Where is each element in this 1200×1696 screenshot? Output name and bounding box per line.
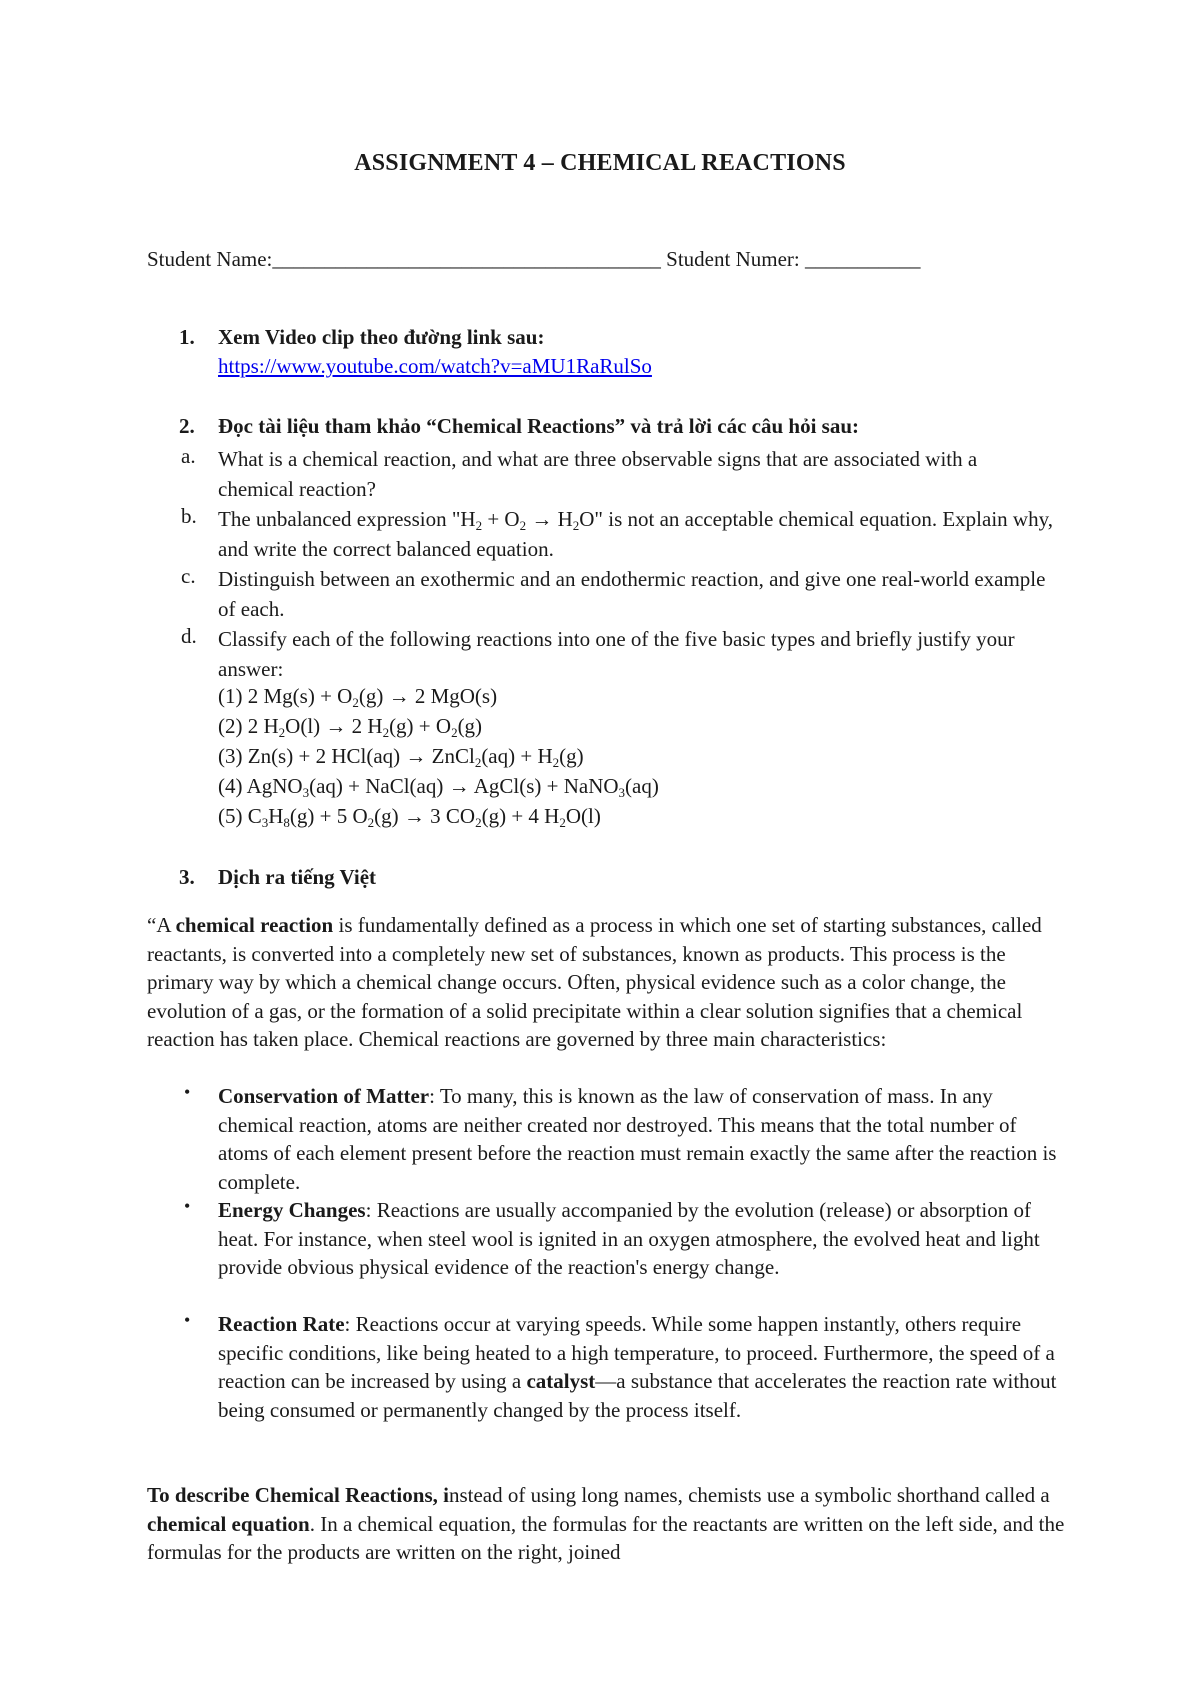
bullet-3-marker: • <box>184 1310 191 1330</box>
bullet-1-marker: • <box>184 1082 191 1102</box>
bullet-reaction-rate: Reaction Rate: Reactions occur at varying speeds. While some happen instantly, others require specific conditions, like being heated to a high temperature, to proceed. Furthermore, the speed of a reaction can be increased by using a catalyst—a substance that accelerates the reaction rate without being consumed or permanently changed by the process itself. <box>218 1312 1057 1422</box>
reaction-4: (4) AgNO$_3$(aq) + NaCl(aq) → AgCl(s) + NaNO$_3$(aq) <box>218 774 659 800</box>
video-link[interactable]: https://www.youtube.com/watch?v=aMU1RaRulSo <box>218 354 652 378</box>
student-number-label: Student Numer: <box>660 247 805 271</box>
question-d-text: Classify each of the following reactions into one of the five basic types and briefly justify your answer: <box>218 627 1015 681</box>
reaction-3: (3) Zn(s) + 2 HCl(aq) → ZnCl$_2$(aq) + $H_2(g)$ <box>218 744 584 770</box>
reaction-5: (5) $C_3H_8(g) + 5$ $O_2(g) \to 3$ $CO_2(g) + 4$ $H_2O(l)$ <box>218 804 601 830</box>
question-b-letter: b. <box>181 504 197 528</box>
bullet-conservation-of-matter: Conservation of Matter: To many, this is known as the law of conservation of mass. In any chemical reaction, atoms are neither created nor destroyed. This means that the total number of atoms of each element present before the reaction must remain exactly the same after the reaction is complete. <box>218 1084 1057 1194</box>
final-paragraph: To describe Chemical Reactions, instead of using long names, chemists use a symbolic shorthand called a chemical equation. In a chemical equation, the formulas for the reactants are written on the left side, and the formulas for the products are written on the right, joined <box>147 1483 1065 1564</box>
student-name-label: Student Name: <box>147 247 273 271</box>
bullet-energy-changes: Energy Changes: Reactions are usually accompanied by the evolution (release) or absorption of heat. For instance, when steel wool is ignited in an oxygen atmosphere, the evolved heat and light provide obvious physical evidence of the reaction's energy change. <box>218 1198 1040 1279</box>
section-1-number: 1. <box>179 325 195 349</box>
question-a-letter: a. <box>181 444 196 468</box>
section-3-number: 3. <box>179 865 195 889</box>
question-a-text: What is a chemical reaction, and what are three observable signs that are associated with a chemical reaction? <box>218 447 978 501</box>
bullet-2-marker: • <box>184 1196 191 1216</box>
section-2-number: 2. <box>179 414 195 438</box>
student-name-blank[interactable]: _____________________________________ <box>272 247 661 271</box>
section-3-heading: Dịch ra tiếng Việt <box>218 865 377 889</box>
question-c-letter: c. <box>181 564 196 588</box>
page-title: ASSIGNMENT 4 – CHEMICAL REACTIONS <box>354 150 846 176</box>
reaction-1: (1) 2 $Mg(s) + O_2(g) \to 2$ MgO(s) <box>218 684 498 710</box>
section-2-heading: Đọc tài liệu tham khảo “Chemical Reactions” và trả lời các câu hỏi sau: <box>218 414 860 438</box>
question-b-text: The unbalanced expression "$H_2 + O_2 \to H_2O$" is not an acceptable chemical equation. Explain why, and write the correct balanced equation. <box>218 507 1053 561</box>
student-number-blank[interactable]: ___________ <box>804 247 921 271</box>
section-1-heading: Xem Video clip theo đường link sau: <box>218 325 545 349</box>
question-d-letter: d. <box>181 624 197 648</box>
reaction-2: (2) 2 $H_2O(l) \to 2$ $H_2(g) + O_2(g)$ <box>218 714 483 740</box>
intro-paragraph: “A chemical reaction is fundamentally defined as a process in which one set of starting substances, called reactants, is converted into a completely new set of substances, known as products. This process is the primary way by which a chemical change occurs. Often, physical evidence such as a color change, the evolution of a gas, or the formation of a solid precipitate within a clear solution signifies that a chemical reaction has taken place. Chemical reactions are governed by three main characteristics: <box>147 913 1042 1051</box>
question-c-text: Distinguish between an exothermic and an endothermic reaction, and give one real-world example of each. <box>218 567 1046 621</box>
student-info-line <box>147 247 920 272</box>
